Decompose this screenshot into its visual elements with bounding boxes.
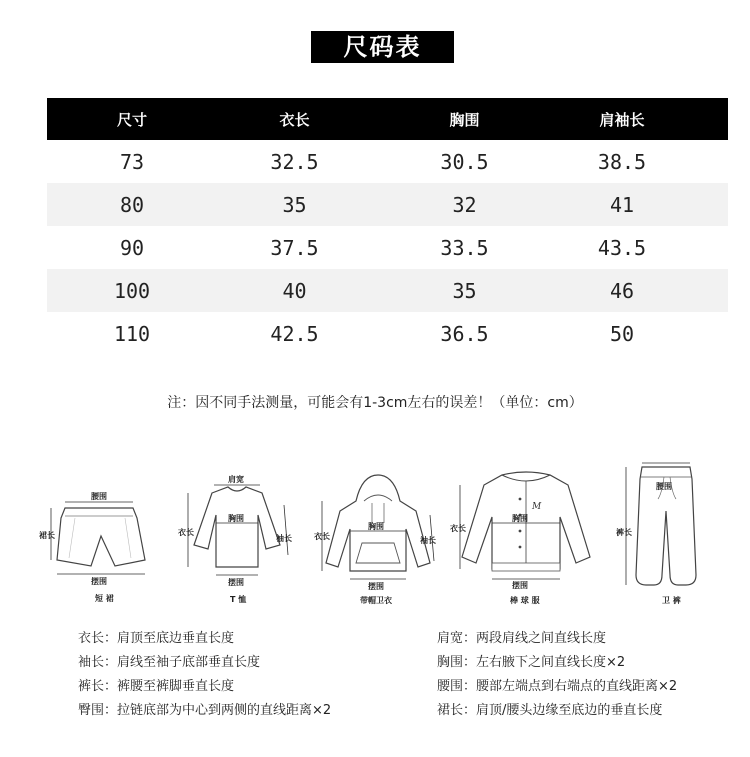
shorts-figure: [39, 488, 145, 612]
cell-size: 100: [113, 278, 151, 303]
pants-figure: [612, 459, 712, 613]
cell-chest: 33.5: [440, 235, 489, 260]
cell-length: 32.5: [270, 149, 319, 174]
cell-size: 80: [119, 192, 145, 217]
table-row: [47, 226, 728, 269]
cell-length: 35: [282, 192, 307, 217]
cell-shoulder-sleeve: 43.5: [597, 235, 647, 260]
tshirt-figure: [180, 475, 295, 609]
jacket-bottom-label: 摆围: [512, 581, 528, 590]
tshirt-top-label: 肩宽: [228, 475, 244, 484]
jacket-figure: [450, 465, 596, 609]
table-row: [47, 183, 728, 226]
pants-caption: 卫 裤: [662, 596, 681, 605]
definition-item: 胸围：左右腋下之间直线长度×2: [437, 655, 626, 670]
pants-illustration: [612, 459, 712, 609]
hoodie-caption: 带帽卫衣: [360, 596, 392, 605]
table-row: [47, 312, 728, 355]
shorts-bottom-label: 摆围: [91, 577, 107, 586]
header-length: 衣长: [279, 110, 310, 129]
table-row: [47, 269, 728, 312]
definition-item: 臀围：拉链底部为中心到两侧的直线距离×2: [78, 703, 332, 718]
jacket-chest-label: 胸围: [512, 514, 528, 523]
cell-shoulder-sleeve: 50: [609, 321, 635, 346]
cell-size: 90: [119, 235, 145, 260]
cell-chest: 35: [452, 278, 477, 303]
tshirt-illustration: [180, 475, 295, 605]
hoodie-chest-label: 胸围: [368, 522, 384, 531]
cell-length: 40: [282, 278, 307, 303]
table-header: [47, 98, 728, 140]
cell-chest: 36.5: [440, 321, 489, 346]
cell-length: 42.5: [270, 321, 319, 346]
hoodie-side-label: 衣长: [314, 532, 330, 541]
definition-item: 袖长：肩线至袖子底部垂直长度: [78, 655, 261, 670]
header-size: 尺寸: [116, 110, 147, 129]
hoodie-illustration: [314, 471, 436, 606]
cell-size: 73: [119, 149, 145, 174]
measurement-note: 注：因不同手法测量，可能会有1-3cm左右的误差！（单位：cm）: [167, 395, 583, 411]
cell-length: 37.5: [270, 235, 319, 260]
definitions-right: [437, 627, 677, 723]
measurement-figures: [0, 455, 750, 615]
definition-item: 腰围：腰部左端点到右端点的直线距离×2: [437, 679, 678, 694]
tshirt-side-label: 衣长: [178, 528, 194, 537]
page-title: 尺码表: [311, 31, 454, 63]
size-table: [47, 98, 728, 355]
cell-shoulder-sleeve: 38.5: [597, 149, 647, 174]
cell-shoulder-sleeve: 41: [609, 192, 635, 217]
hoodie-figure: [314, 471, 436, 610]
shorts-illustration: [39, 488, 145, 608]
cell-chest: 32: [452, 192, 477, 217]
cell-chest: 30.5: [440, 149, 489, 174]
jacket-illustration: [450, 465, 596, 605]
svg-text:M: M: [532, 502, 542, 512]
hoodie-sleeve-label: 袖长: [420, 536, 436, 545]
jacket-caption: 棒 球 服: [510, 596, 540, 605]
jacket-side-label: 衣长: [450, 524, 466, 533]
definition-item: 衣长：肩顶至底边垂直长度: [78, 631, 235, 646]
cell-shoulder-sleeve: 46: [609, 278, 635, 303]
shorts-side-label: 裙长: [39, 531, 55, 540]
pants-side-label: 裤长: [616, 528, 632, 537]
pants-top-label: 腰围: [656, 482, 672, 491]
cell-size: 110: [113, 321, 151, 346]
shorts-top-label: 腰围: [91, 492, 107, 501]
definition-item: 肩宽：两段肩线之间直线长度: [437, 631, 607, 646]
hoodie-bottom-label: 摆围: [368, 582, 384, 591]
header-shoulder-sleeve: 肩袖长: [599, 110, 645, 129]
definition-item: 裤长：裤腰至裤脚垂直长度: [78, 679, 235, 694]
tshirt-chest-label: 胸围: [228, 514, 244, 523]
tshirt-caption: T 恤: [230, 595, 247, 604]
shorts-caption: 短 裙: [95, 594, 114, 603]
definitions-left: [78, 627, 331, 723]
tshirt-sleeve-label: 袖长: [276, 534, 292, 543]
header-chest: 胸围: [449, 110, 480, 129]
definition-item: 裙长：肩顶/腰头边缘至底边的垂直长度: [437, 703, 663, 718]
table-row: [47, 140, 728, 183]
tshirt-bottom-label: 摆围: [228, 578, 244, 587]
